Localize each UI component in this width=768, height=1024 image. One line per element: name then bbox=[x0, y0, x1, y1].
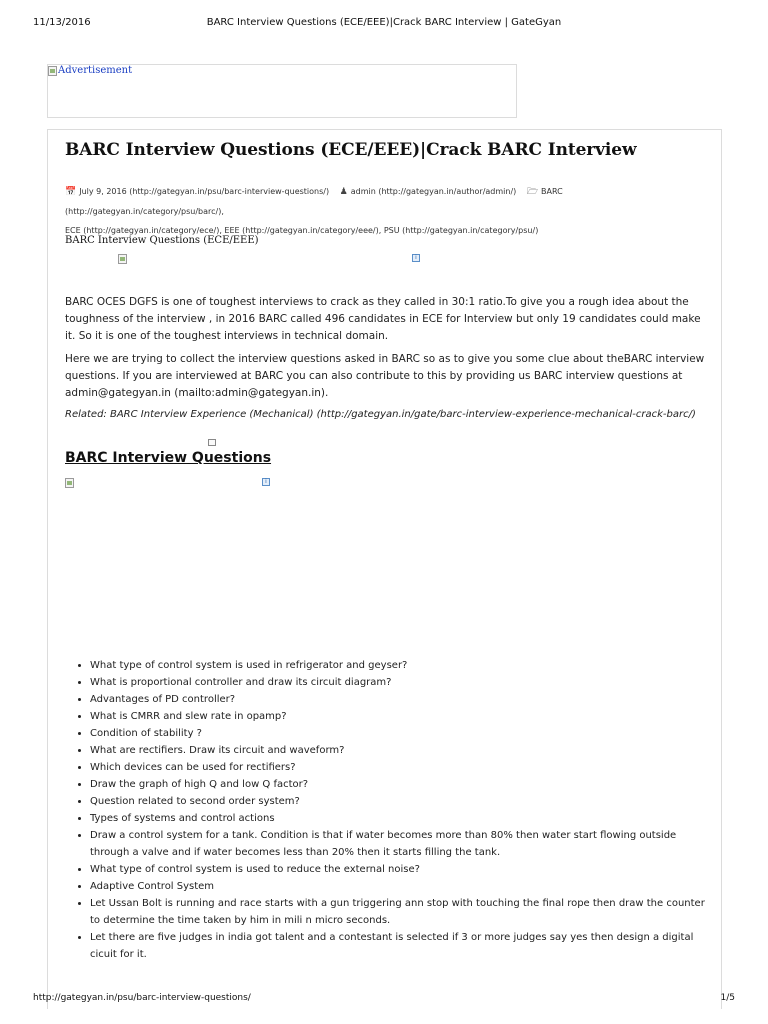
list-item: • Condition of stability ? bbox=[90, 725, 705, 742]
list-item: • Which devices can be used for rectifiers? bbox=[90, 759, 705, 776]
folder-icon: 🗁 bbox=[526, 187, 538, 197]
print-url: http://gategyan.in/psu/barc-interview-questions/ bbox=[33, 993, 251, 1003]
ad-info-icon[interactable]: i bbox=[262, 478, 270, 486]
intro-paragraph: BARC OCES DGFS is one of toughest interviews to crack as they called in 30:1 ratio.To give you a rough idea about the toughness of the interview , in 2016 BARC called 496 candidates in ECE for Interview but only 19 candidates could make it. So it is one of the toughest interviews in technical domain. bbox=[65, 296, 701, 342]
user-icon: ♟ bbox=[339, 187, 348, 197]
page-number: 1/5 bbox=[720, 993, 735, 1003]
category-link-eee[interactable]: EEE (http://gategyan.in/category/eee/), bbox=[224, 226, 382, 235]
related-link[interactable]: Related: BARC Interview Experience (Mechanical) (http://gategyan.in/gate/barc-interview-experience-mechanical-crack-barc/) bbox=[65, 409, 696, 420]
advertisement-alt-text: Advertisement bbox=[58, 65, 133, 76]
print-page-title: BARC Interview Questions (ECE/EEE)|Crack BARC Interview | GateGyan bbox=[206, 17, 562, 28]
contribute-paragraph: Here we are trying to collect the interview questions asked in BARC so as to give you some clue about theBARC interview questions. If you are interviewed at BARC you can also contribute to this by providing us BARC interview questions at admin@gategyan.in (mailto:admin@gategyan.in). bbox=[65, 353, 705, 399]
questions-list bbox=[65, 657, 705, 963]
list-item: • Question related to second order system? bbox=[90, 793, 705, 810]
list-item: • What type of control system is used to reduce the external noise? bbox=[90, 861, 705, 878]
category-link-ece[interactable]: ECE (http://gategyan.in/category/ece/), bbox=[65, 226, 222, 235]
broken-image-icon bbox=[65, 478, 74, 488]
list-item: • Advantages of PD controller? bbox=[90, 691, 705, 708]
embed-icon bbox=[208, 439, 216, 446]
advertisement-box[interactable] bbox=[47, 64, 517, 118]
article-container bbox=[47, 129, 722, 1009]
list-item: • Let there are five judges in india got talent and a contestant is selected if 3 or more judges say yes then design a digital cicuit for it. bbox=[90, 929, 705, 963]
print-header bbox=[33, 17, 735, 31]
section-heading: BARC Interview Questions bbox=[65, 450, 272, 466]
list-item: • What type of control system is used in refrigerator and geyser? bbox=[90, 657, 705, 674]
list-item: • Draw the graph of high Q and low Q factor? bbox=[90, 776, 705, 793]
advertisement-image[interactable] bbox=[48, 65, 132, 76]
list-item: • Let Ussan Bolt is running and race starts with a gun triggering ann stop with touching the final rope then draw the counter to determine the time taken by him in mili n micro seconds. bbox=[90, 895, 705, 929]
broken-image-icon bbox=[48, 66, 57, 76]
ad-info-icon[interactable]: i bbox=[412, 254, 420, 262]
list-item: • Adaptive Control System bbox=[90, 878, 705, 895]
post-date-link[interactable]: July 9, 2016 (http://gategyan.in/psu/barc-interview-questions/) bbox=[79, 187, 330, 196]
list-item: • Draw a control system for a tank. Condition is that if water becomes more than 80% then water start flowing outside through a valve and if water becomes less than 20% then it starts filling the tank. bbox=[90, 827, 705, 861]
category-link-barc[interactable]: BARC (http://gategyan.in/category/psu/barc/), bbox=[65, 187, 563, 216]
post-meta bbox=[65, 182, 713, 240]
broken-image-icon bbox=[118, 254, 127, 264]
list-item: • What is CMRR and slew rate in opamp? bbox=[90, 708, 705, 725]
list-item: • What are rectifiers. Draw its circuit and waveform? bbox=[90, 742, 705, 759]
print-footer bbox=[33, 993, 735, 1007]
list-item: • What is proportional controller and draw its circuit diagram? bbox=[90, 674, 705, 691]
calendar-icon: 📅 bbox=[65, 187, 77, 197]
print-date: 11/13/2016 bbox=[33, 17, 91, 28]
post-title: BARC Interview Questions (ECE/EEE)|Crack BARC Interview bbox=[65, 140, 637, 160]
author-link[interactable]: admin (http://gategyan.in/author/admin/) bbox=[350, 187, 517, 196]
list-item: • Types of systems and control actions bbox=[90, 810, 705, 827]
sub-heading: BARC Interview Questions (ECE/EEE) bbox=[65, 235, 259, 246]
category-link-psu[interactable]: PSU (http://gategyan.in/category/psu/) bbox=[383, 226, 539, 235]
